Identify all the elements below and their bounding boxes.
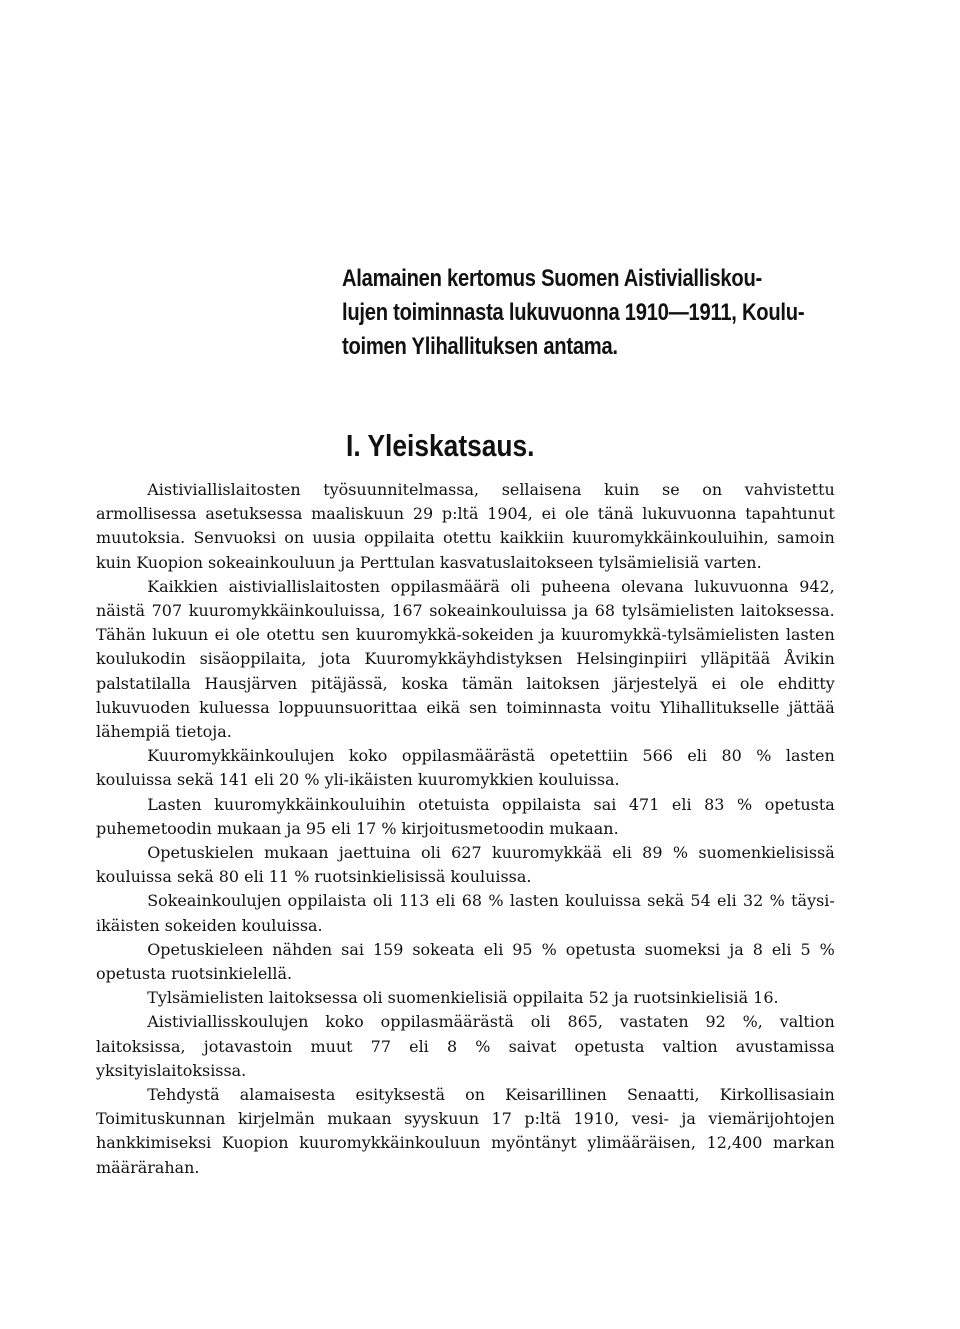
body-text <box>96 478 835 1180</box>
report-title <box>342 262 805 364</box>
paragraph: Lasten kuuromykkäinkouluihin otetuista oppilaista sai 471 eli 83 % opetusta puhemetoodin mukaan ja 95 eli 17 % kirjoitusmetoodin mukaan. <box>96 794 835 838</box>
paragraph: Tehdystä alamaisesta esityksestä on Keisarillinen Senaatti, Kirkollisasiain Toimituskunnan kirjelmän mukaan syyskuun 17 p:ltä 1910, vesi- ja viemärijohtojen hankkimiseksi Kuopion kuuromykkäinkouluun myöntänyt ylimääräisen, 12,400 markan määrärahan. <box>96 1085 835 1177</box>
paragraph: Tylsämielisten laitoksessa oli suomenkielisiä oppilaita 52 ja ruotsinkielisiä 16. <box>147 988 779 1008</box>
section-heading: I. Yleiskatsaus. <box>346 428 535 463</box>
paragraph: Kuuromykkäinkoulujen koko oppilasmäärästä opetettiin 566 eli 80 % lasten kouluissa sekä 141 eli 20 % yli-ikäisten kuuromykkien kouluissa. <box>96 746 835 790</box>
title-line: toimen Ylihallituksen antama. <box>342 333 618 360</box>
title-line: lujen toiminnasta lukuvuonna 1910—1911, Koulu- <box>342 299 805 326</box>
title-line: Alamainen kertomus Suomen Aistivialliskou- <box>342 265 762 292</box>
paragraph: Kaikkien aistiviallislaitosten oppilasmäärä oli puheena olevana lukuvuonna 942, näistä 707 kuuromykkäinkouluissa, 167 sokeainkouluissa ja 68 tylsämielisten laitoksessa. Tähän lukuun ei ole otettu sen kuuromykkä-sokeiden ja kuuromykkä-tylsämielisten lasten koulukodin sisäoppilaita, jota Kuuromykkäyhdistyksen Helsinginpiiri ylläpitää Åvikin palstatilalla Hausjärven pitäjässä, koska tämän laitoksen järjestelyä ei ole ehditty lukuvuoden kuluessa loppuunsuorittaa eikä sen toiminnasta voitu Ylihallitukselle jättää lähempiä tietoja. <box>96 576 835 742</box>
paragraph: Opetuskielen mukaan jaettuina oli 627 kuuromykkää eli 89 % suomenkielisissä kouluissa sekä 80 eli 11 % ruotsinkielisissä kouluissa. <box>96 843 835 887</box>
paragraph: Opetuskieleen nähden sai 159 sokeata eli 95 % opetusta suomeksi ja 8 eli 5 % opetusta ruotsinkielellä. <box>96 939 835 984</box>
paragraph: Sokeainkoulujen oppilaista oli 113 eli 68 % lasten kouluissa sekä 54 eli 32 % täysi-ikäisten sokeiden kouluissa. <box>96 891 835 935</box>
paragraph: Aistiviallisskoulujen koko oppilasmäärästä oli 865, vastaten 92 %, valtion laitoksissa, jotavastoin muut 77 eli 8 % saivat opetusta valtion avustamissa yksityislaitoksissa. <box>96 1012 835 1080</box>
paragraph: Aistiviallislaitosten työsuunnitelmassa, sellaisena kuin se on vahvistettu armollisessa asetuksessa maaliskuun 29 p:ltä 1904, ei ole tänä lukuvuonna tapahtunut muutoksia. Senvuoksi on uusia oppilaita otettu kaikkiin kuuromykkäinkouluihin, samoin kuin Kuopion sokeainkouluun ja Perttulan kasvatuslaitokseen tylsämielisiä varten. <box>96 480 835 572</box>
